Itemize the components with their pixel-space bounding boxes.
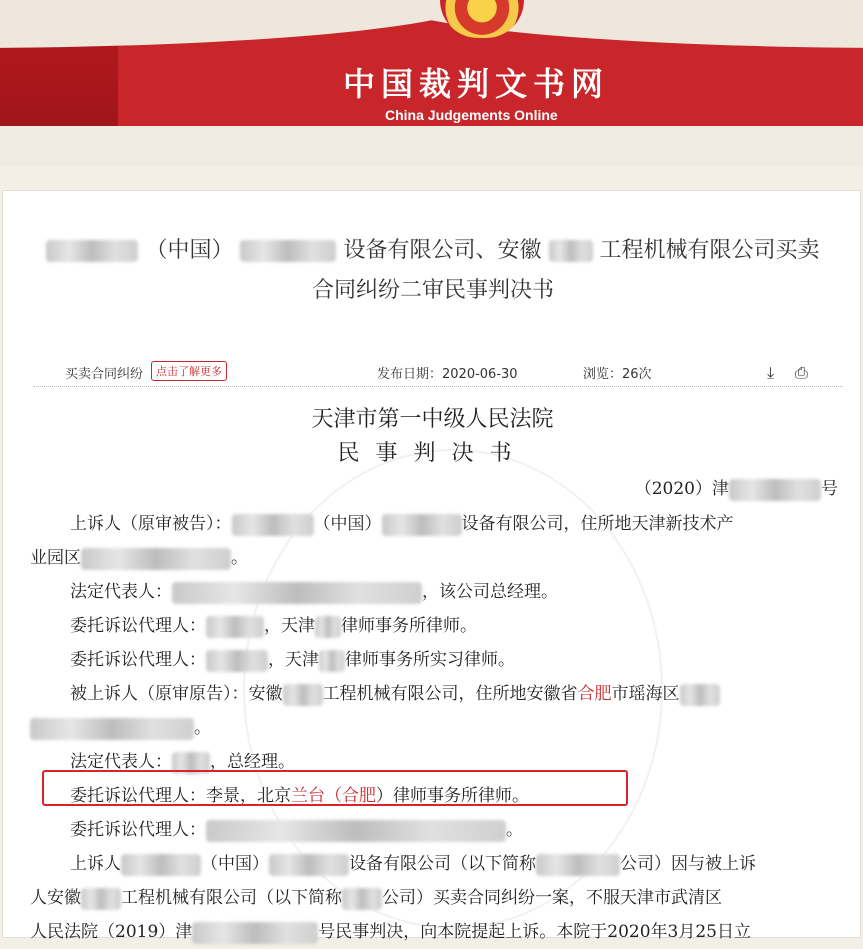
document-title [33,231,833,311]
paragraph-case-summary-3 [30,915,845,949]
text: 律师事务所律师。 [341,616,477,636]
text: 人安徽 [30,888,81,908]
case-number-prefix: （2020）津 [634,479,729,499]
paragraph-agent-2 [30,643,845,677]
text: 公司）因与被上诉 [620,854,756,874]
redacted-block [549,240,593,262]
case-number [635,474,838,501]
document-panel [2,190,861,942]
highlighted-text: 合肥 [577,684,612,704]
text: 。 [506,820,523,840]
redacted-block [680,684,720,706]
text: （中国） [201,854,269,874]
text: 法定代表人： [70,582,172,602]
text: 公司）买卖合同纠纷一案，不服天津市武清区 [382,888,722,908]
text: 工程机械有限公司，住所地安徽省 [322,684,578,704]
redacted-block [206,650,268,672]
judgement-body [30,507,845,949]
text: 上诉人 [70,854,121,874]
redacted-block [536,854,620,876]
redacted-block [240,240,336,262]
download-icon[interactable]: ⤓ [767,363,775,382]
text: 委托诉讼代理人： [70,820,206,840]
redacted-block [121,854,201,876]
text: 委托诉讼代理人： [70,616,206,636]
text: 工程机械有限公司（以下简称 [121,888,342,908]
text: 人民法院（2019）津 [30,922,193,942]
redacted-block [269,854,349,876]
paragraph-agent-1 [30,609,845,643]
highlighted-text: 兰台 [291,786,325,806]
view-count: 浏览：26次 [583,367,652,382]
paragraph-appellant-cont [30,541,845,575]
paragraph-case-summary-2 [30,881,845,915]
learn-more-button[interactable]: 点击了解更多 [151,361,227,381]
text: 号民事判决，向本院提起上诉。本院于2020年3月25日立 [318,922,751,942]
text: 委托诉讼代理人： [70,650,206,670]
text: ，该公司总经理。 [422,582,558,602]
text: 。 [231,548,248,568]
paragraph-appellee [30,677,845,711]
redacted-block [232,514,314,536]
redacted-block [206,820,506,842]
doc-type: 民事判决书 [337,441,528,466]
title-fragment: 工程机械有限公司买卖 [599,238,820,263]
print-icon[interactable]: ⎙ [795,363,808,382]
redacted-block [206,616,264,638]
redacted-block [30,718,194,740]
paragraph-appellee-cont [30,711,845,745]
text: ，天津 [268,650,319,670]
header-gap [0,126,863,166]
highlight-box [42,770,628,806]
text: 被上诉人（原审原告）：安徽 [70,684,283,704]
site-banner [0,0,863,126]
text: 律师事务所实习律师。 [345,650,515,670]
paragraph-appellant [30,507,845,541]
text: 法定代表人： [70,752,172,772]
case-cause: 买卖合同纠纷 [65,367,144,382]
paragraph-legal-rep [30,575,845,609]
redacted-block [315,616,341,638]
redacted-block [729,479,821,501]
redacted-block [81,888,121,910]
document-meta [65,361,845,385]
case-number-suffix: 号 [821,479,838,499]
redacted-block [172,582,422,604]
paragraph-case-summary [30,847,845,881]
redacted-block [319,650,345,672]
redacted-block [283,684,323,706]
paragraph-agent-4 [30,813,845,847]
text: ，天津 [264,616,315,636]
text: （中国） [313,514,382,534]
text: 上诉人（原审被告）： [70,514,232,534]
site-subtitle: China Judgements Online [385,107,558,123]
text: 委托诉讼代理人：李景，北京 [70,786,291,806]
redacted-block [192,922,318,944]
redacted-block [46,240,138,262]
site-title[interactable]: 中国裁判文书网 [343,65,610,103]
text: 设备有限公司，住所地天津新技术产 [461,514,734,534]
text: ，总经理。 [210,752,295,772]
highlighted-text: （ [325,786,342,806]
text: 设备有限公司（以下简称 [349,854,536,874]
divider [33,386,843,387]
highlighted-text: 合肥 [342,786,376,806]
text: 市瑶海区 [611,684,680,704]
text: 。 [194,718,211,738]
text: ）律师事务所律师。 [376,786,529,806]
court-name: 天津市第一中级人民法院 [311,407,554,432]
title-fragment: （中国） [145,238,234,263]
title-line-2: 合同纠纷二审民事判决书 [311,278,554,303]
redacted-block [81,548,231,570]
redacted-block [382,514,462,536]
redacted-block [342,888,382,910]
publish-date: 发布日期：2020-06-30 [377,367,518,382]
title-fragment: 设备有限公司、安徽 [343,238,542,263]
text: 业园区 [30,548,81,568]
